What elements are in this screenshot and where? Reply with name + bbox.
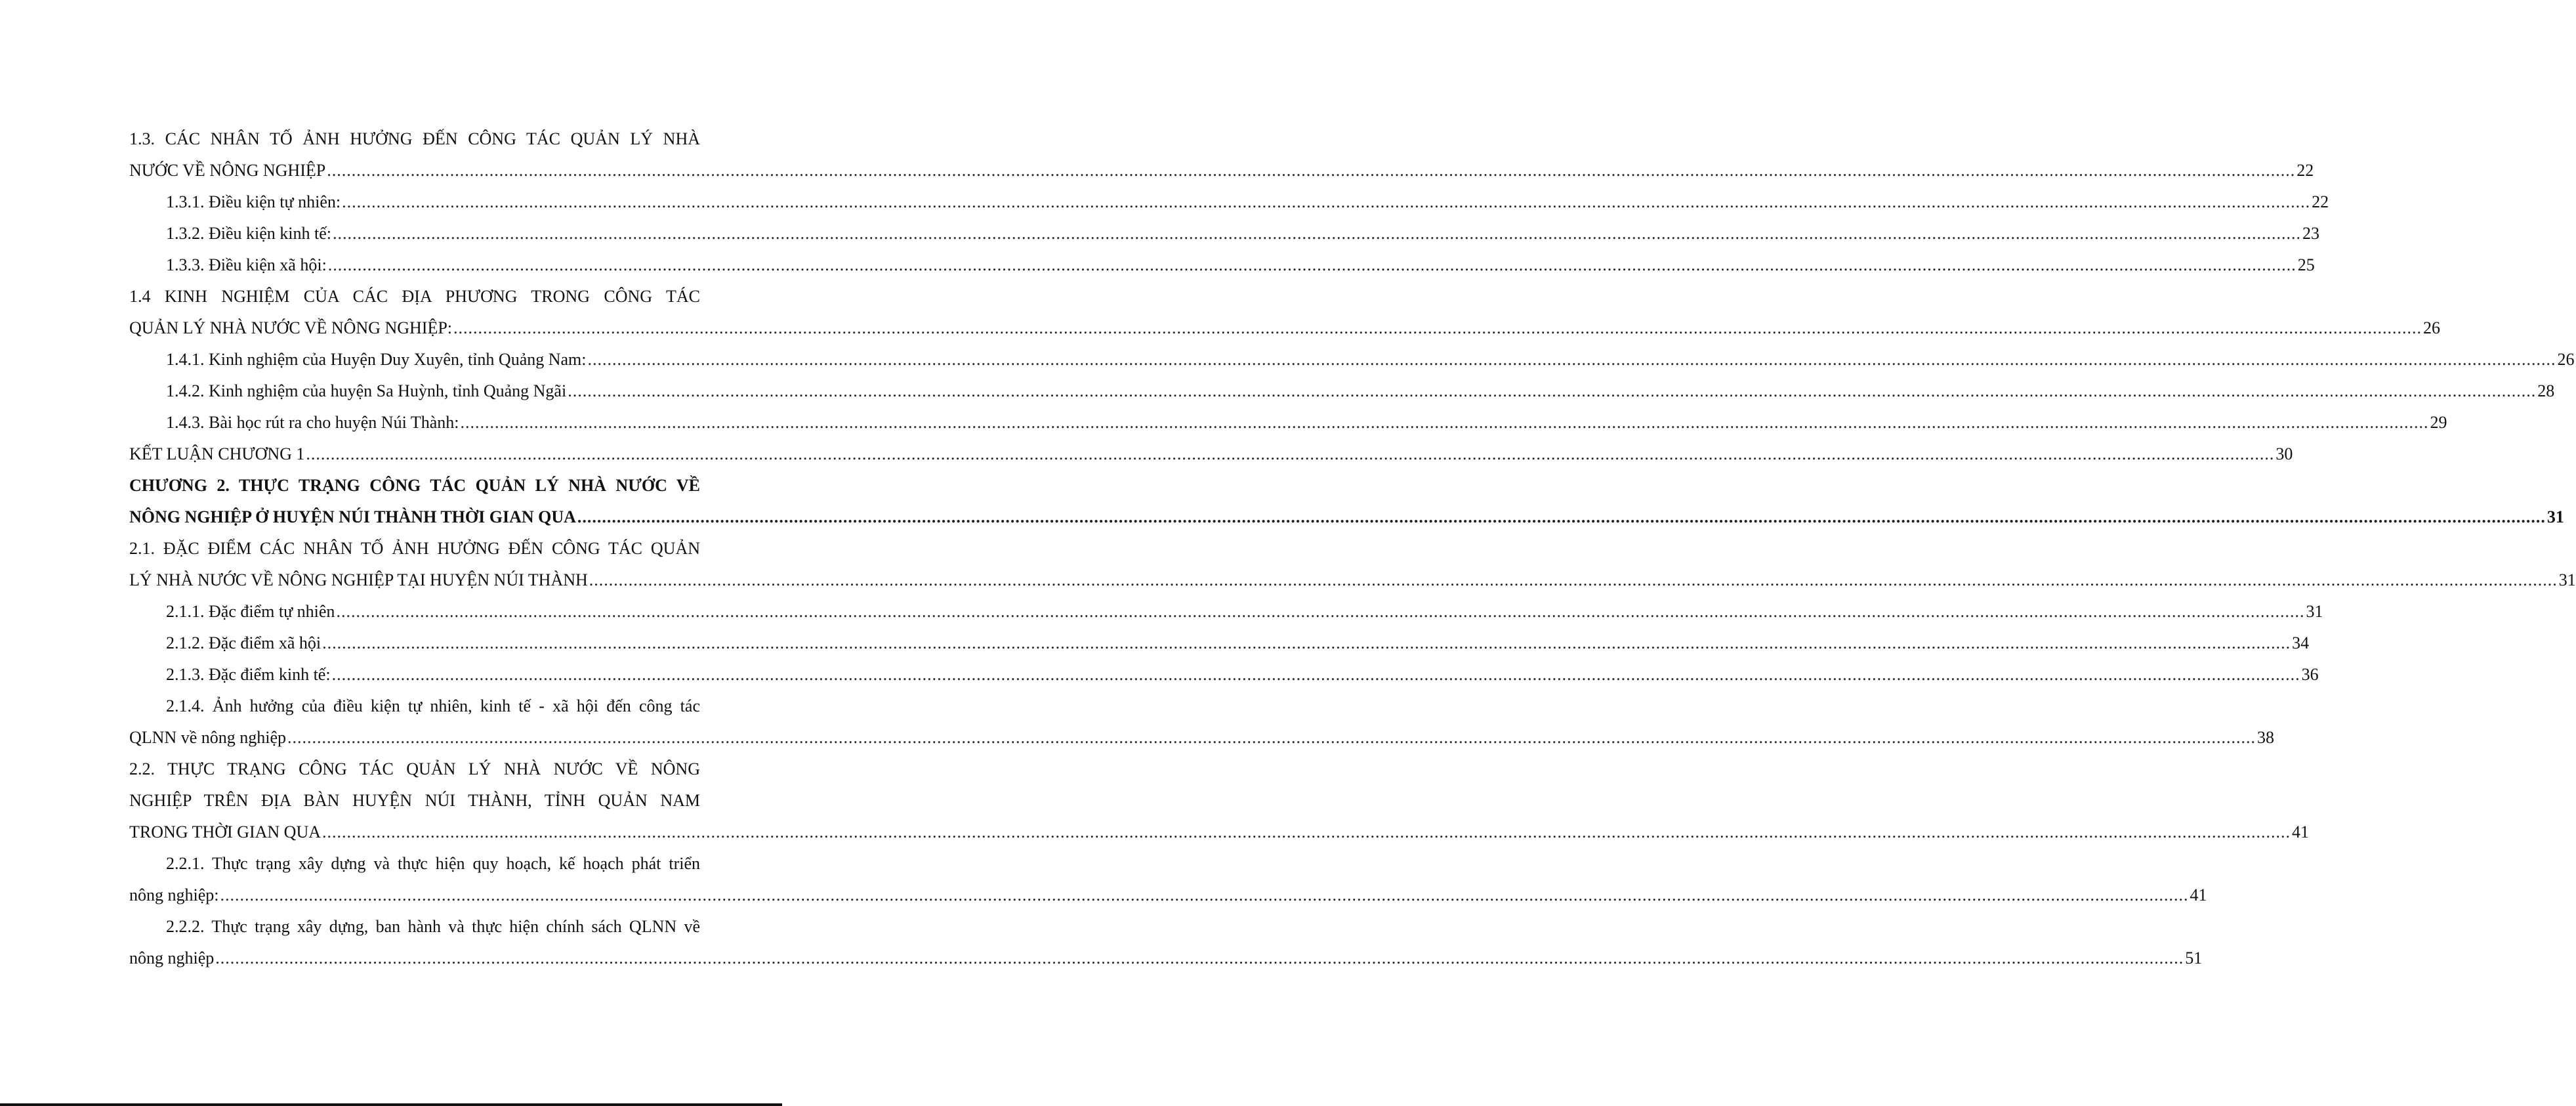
toc-entry-title: nông nghiệp: [129,885,219,904]
toc-entry-title: 2.1.4. Ảnh hưởng của điều kiện tự nhiên, kinh tế - xã hội đến công tác [166,696,700,715]
toc-dot-leader: ................................................................................................................................................................................................................................................................................................................................................................................................................ [306,444,2275,463]
toc-page-number: 26 [2557,350,2575,369]
toc-dot-leader: ................................................................................................................................................................................................................................................................................................................................................................................................................ [568,381,2537,400]
page-bottom-border [0,1103,782,1106]
toc-entry-last-line [129,501,2564,533]
toc-entry-last-line [129,943,2203,974]
toc-page-number: 31 [2546,507,2564,526]
toc-entry-title: 2.1.2. Đặc điểm xã hội [166,633,322,652]
toc-dot-leader: ................................................................................................................................................................................................................................................................................................................................................................................................................ [331,665,2300,684]
toc-entry-last-line [129,596,2323,627]
toc-entry[interactable] [129,281,2441,344]
toc-page-number: 28 [2537,381,2555,400]
toc-dot-leader: ................................................................................................................................................................................................................................................................................................................................................................................................................ [287,728,2256,747]
toc-entry-last-line [129,312,2441,344]
toc-entry-last-line [129,659,2319,691]
toc-entry[interactable] [129,911,2203,974]
toc-entry[interactable] [129,596,2323,627]
toc-entry-title: NƯỚC VỀ NÔNG NGHIỆP [129,161,326,180]
toc-page-number: 51 [2185,948,2203,968]
toc-entry[interactable] [129,375,2555,407]
toc-entry[interactable] [129,438,2293,470]
toc-page-number: 41 [2292,822,2309,841]
toc-page-number: 29 [2430,413,2447,432]
toc-page-number: 34 [2292,633,2310,652]
toc-entry-last-line [129,407,2447,438]
toc-page-number: 30 [2275,444,2293,463]
toc-entry-last-line [129,155,2314,186]
toc-entry-title: 1.3.1. Điều kiện tự nhiên: [166,192,341,211]
toc-entry[interactable] [129,218,2320,249]
table-of-contents [129,123,2576,974]
toc-entry-title: 2.1.1. Đặc điểm tự nhiên [166,602,335,621]
toc-entry-last-line [129,249,2315,281]
toc-page-number: 22 [2312,192,2329,211]
toc-entry-last-line [129,627,2310,659]
toc-entry-last-line [129,817,2309,848]
toc-entry-last-line [129,344,2575,375]
toc-entry-title: CHƯƠNG 2. THỰC TRẠNG CÔNG TÁC QUẢN LÝ NHÀ NƯỚC VỀ [129,476,700,495]
toc-dot-leader: ................................................................................................................................................................................................................................................................................................................................................................................................................ [215,948,2184,968]
toc-page-number: 23 [2302,224,2320,243]
toc-entry-last-line [129,880,2207,911]
toc-entry[interactable] [129,470,2564,533]
toc-entry[interactable] [129,249,2315,281]
toc-dot-leader: ................................................................................................................................................................................................................................................................................................................................................................................................................ [577,507,2546,526]
toc-entry-title: 2.2.2. Thực trạng xây dựng, ban hành và thực hiện chính sách QLNN về [166,917,700,936]
toc-entry[interactable] [129,186,2329,218]
toc-entry[interactable] [129,659,2319,691]
toc-dot-leader: ................................................................................................................................................................................................................................................................................................................................................................................................................ [589,570,2558,589]
toc-entry[interactable] [129,754,2309,848]
toc-entry[interactable] [129,627,2310,659]
toc-entry-title: KẾT LUẬN CHƯƠNG 1 [129,444,305,463]
toc-entry[interactable] [129,533,2576,596]
toc-dot-leader: ................................................................................................................................................................................................................................................................................................................................................................................................................ [453,318,2422,337]
toc-entry-last-line [129,375,2555,407]
toc-dot-leader: ................................................................................................................................................................................................................................................................................................................................................................................................................ [460,413,2429,432]
toc-page-number: 25 [2297,255,2315,274]
toc-entry-title: 1.3. CÁC NHÂN TỐ ẢNH HƯỞNG ĐẾN CÔNG TÁC QUẢN LÝ NHÀ [129,129,700,148]
toc-page-number: 38 [2257,728,2275,747]
toc-entry-last-line [129,186,2329,218]
toc-entry[interactable] [129,407,2447,438]
toc-entry-title: TRONG THỜI GIAN QUA [129,822,321,841]
toc-entry-title: 1.4.1. Kinh nghiệm của Huyện Duy Xuyên, tỉnh Quảng Nam: [166,350,587,369]
toc-entry-title: 1.4 KINH NGHIỆM CỦA CÁC ĐỊA PHƯƠNG TRONG CÔNG TÁC [129,287,700,306]
toc-dot-leader: ................................................................................................................................................................................................................................................................................................................................................................................................................ [333,224,2302,243]
toc-entry-title: NÔNG NGHIỆP Ở HUYỆN NÚI THÀNH THỜI GIAN QUA [129,507,576,526]
toc-dot-leader: ................................................................................................................................................................................................................................................................................................................................................................................................................ [322,822,2291,841]
toc-page-number: 31 [2558,570,2576,589]
toc-entry-title: QLNN về nông nghiệp [129,728,287,747]
toc-dot-leader: ................................................................................................................................................................................................................................................................................................................................................................................................................ [322,633,2291,652]
toc-page-number: 41 [2190,885,2207,904]
toc-entry-title: 1.3.3. Điều kiện xã hội: [166,255,327,274]
toc-page-number: 31 [2306,602,2323,621]
toc-entry-title: 1.3.2. Điều kiện kinh tế: [166,224,332,243]
toc-dot-leader: ................................................................................................................................................................................................................................................................................................................................................................................................................ [327,255,2296,274]
toc-entry[interactable] [129,344,2575,375]
toc-entry[interactable] [129,123,2314,186]
toc-entry-title: 2.1.3. Đặc điểm kinh tế: [166,665,331,684]
toc-entry-last-line [129,564,2576,596]
toc-entry-title: 1.4.2. Kinh nghiệm của huyện Sa Huỳnh, tỉnh Quảng Ngãi [166,381,567,400]
toc-entry-title: NGHIỆP TRÊN ĐỊA BÀN HUYỆN NÚI THÀNH, TỈNH QUẢN NAM [129,791,700,810]
toc-entry-last-line [129,218,2320,249]
toc-page-number: 36 [2301,665,2319,684]
toc-page-number: 22 [2296,161,2314,180]
toc-entry-title: LÝ NHÀ NƯỚC VỀ NÔNG NGHIỆP TẠI HUYỆN NÚI THÀNH [129,570,588,589]
toc-dot-leader: ................................................................................................................................................................................................................................................................................................................................................................................................................ [342,192,2311,211]
toc-entry[interactable] [129,691,2275,754]
toc-entry-title: QUẢN LÝ NHÀ NƯỚC VỀ NÔNG NGHIỆP: [129,318,453,337]
toc-dot-leader: ................................................................................................................................................................................................................................................................................................................................................................................................................ [327,161,2296,180]
toc-entry-title: 2.2. THỰC TRẠNG CÔNG TÁC QUẢN LÝ NHÀ NƯỚC VỀ NÔNG [129,759,700,778]
toc-dot-leader: ................................................................................................................................................................................................................................................................................................................................................................................................................ [220,885,2189,904]
toc-entry-last-line [129,438,2293,470]
toc-dot-leader: ................................................................................................................................................................................................................................................................................................................................................................................................................ [587,350,2556,369]
toc-page-number: 26 [2423,318,2441,337]
toc-entry-title: 2.2.1. Thực trạng xây dựng và thực hiện quy hoạch, kế hoạch phát triển [166,854,700,873]
toc-entry-last-line [129,722,2275,754]
toc-dot-leader: ................................................................................................................................................................................................................................................................................................................................................................................................................ [336,602,2305,621]
toc-entry-title: 1.4.3. Bài học rút ra cho huyện Núi Thành: [166,413,459,432]
toc-entry-title: nông nghiệp [129,948,215,968]
toc-entry-title: 2.1. ĐẶC ĐIỂM CÁC NHÂN TỐ ẢNH HƯỞNG ĐẾN CÔNG TÁC QUẢN [129,539,700,558]
toc-entry[interactable] [129,848,2207,911]
